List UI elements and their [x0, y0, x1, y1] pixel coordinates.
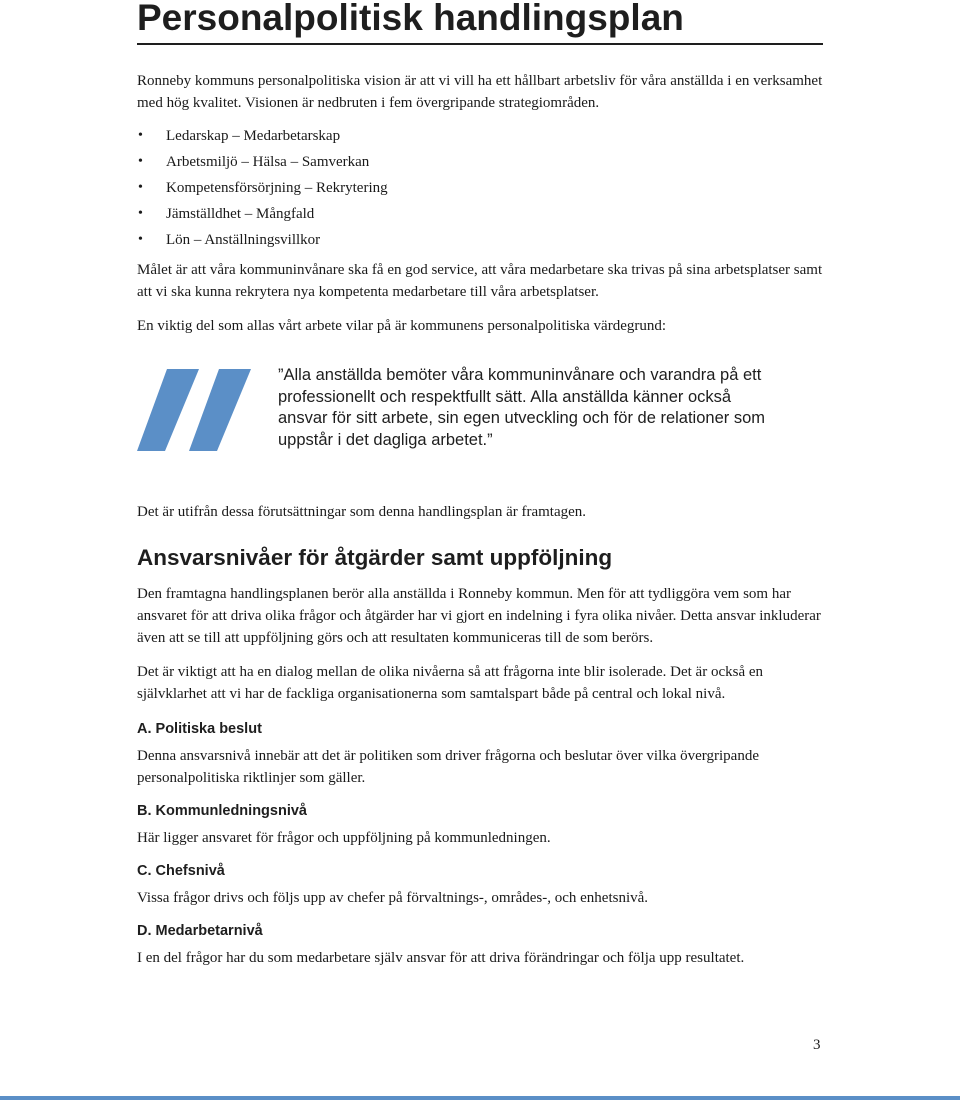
page-content [137, 70, 827, 969]
level-heading: A. Politiska beslut [137, 721, 262, 737]
page-title: Personalpolitisk handlingsplan [137, 0, 684, 38]
level-heading: B. Kommunledningsnivå [137, 803, 307, 819]
list-item: • Jämställdhet – Mångfald [137, 201, 827, 227]
section-paragraph: Det är viktigt att ha en dialog mellan de olika nivåerna så att frågorna inte blir isolerade. Det är också en självklarhet att vi har de fackliga organisationerna som samtalspart både på central och lokal nivå. [137, 664, 764, 702]
footer-bar [0, 1096, 960, 1100]
section-paragraph: Den framtagna handlingsplanen berör alla anställda i Ronneby kommun. Men för att tydliggöra vem som har ansvaret för att driva olika frågor och åtgärder har vi gjort en indelning i fyra olika nivåer. Detta ansvar inkluderar även att se till att uppföljning görs och att resultaten kommuniceras till de som berörs. [137, 586, 821, 646]
section-heading: Ansvarsnivåer för åtgärder samt uppföljning [137, 545, 613, 570]
value-quote [137, 351, 827, 501]
level-text: I en del frågor har du som medarbetare själv ansvar för att driva förändringar och följa upp resultatet. [137, 950, 745, 966]
list-item: • Arbetsmiljö – Hälsa – Samverkan [137, 149, 827, 175]
level-text: Denna ansvarsnivå innebär att det är politiken som driver frågorna och beslutar över vilka övergripande personalpolitiska riktlinjer som gäller. [137, 748, 760, 786]
intro-paragraph: Ronneby kommuns personalpolitiska vision är att vi vill ha ett hållbart arbetsliv för våra anställda i en verksamhet med hög kvalitet. Visionen är nedbruten i fem övergripande strategiområden. [137, 73, 823, 111]
quote-text: ”Alla anställda bemöter våra kommuninvånare och varandra på ett professionellt och respektfullt sätt. Alla anställda känner också ansvar för sitt arbete, sin egen utveckling och för de relationer som uppstår i det dagliga arbetet.” [278, 366, 765, 449]
goal-paragraph: Målet är att våra kommuninvånare ska få en god service, att våra medarbetare ska trivas på sina arbetsplatser samt att vi ska kunna rekrytera nya kompetenta medarbetare till våra arbetsplatser. [137, 262, 823, 300]
level-heading: D. Medarbetarnivå [137, 923, 263, 939]
list-item: • Kompetensförsörjning – Rekrytering [137, 175, 827, 201]
level-text: Här ligger ansvaret för frågor och uppföljning på kommunledningen. [137, 830, 551, 846]
page-number: 3 [813, 1037, 821, 1053]
list-item: • Ledarskap – Medarbetarskap [137, 123, 827, 149]
title-rule [137, 43, 823, 45]
conclusion-paragraph: Det är utifrån dessa förutsättningar som denna handlingsplan är framtagen. [137, 504, 587, 520]
values-intro-paragraph: En viktig del som allas vårt arbete vilar på är kommunens personalpolitiska värdegrund: [137, 318, 667, 334]
level-text: Vissa frågor drivs och följs upp av chefer på förvaltnings-, områdes-, och enhetsnivå. [137, 890, 649, 906]
list-item: • Lön – Anställningsvillkor [137, 227, 827, 253]
level-heading: C. Chefsnivå [137, 863, 225, 879]
strategy-area-list [137, 123, 827, 253]
quote-mark-icon [137, 369, 267, 469]
